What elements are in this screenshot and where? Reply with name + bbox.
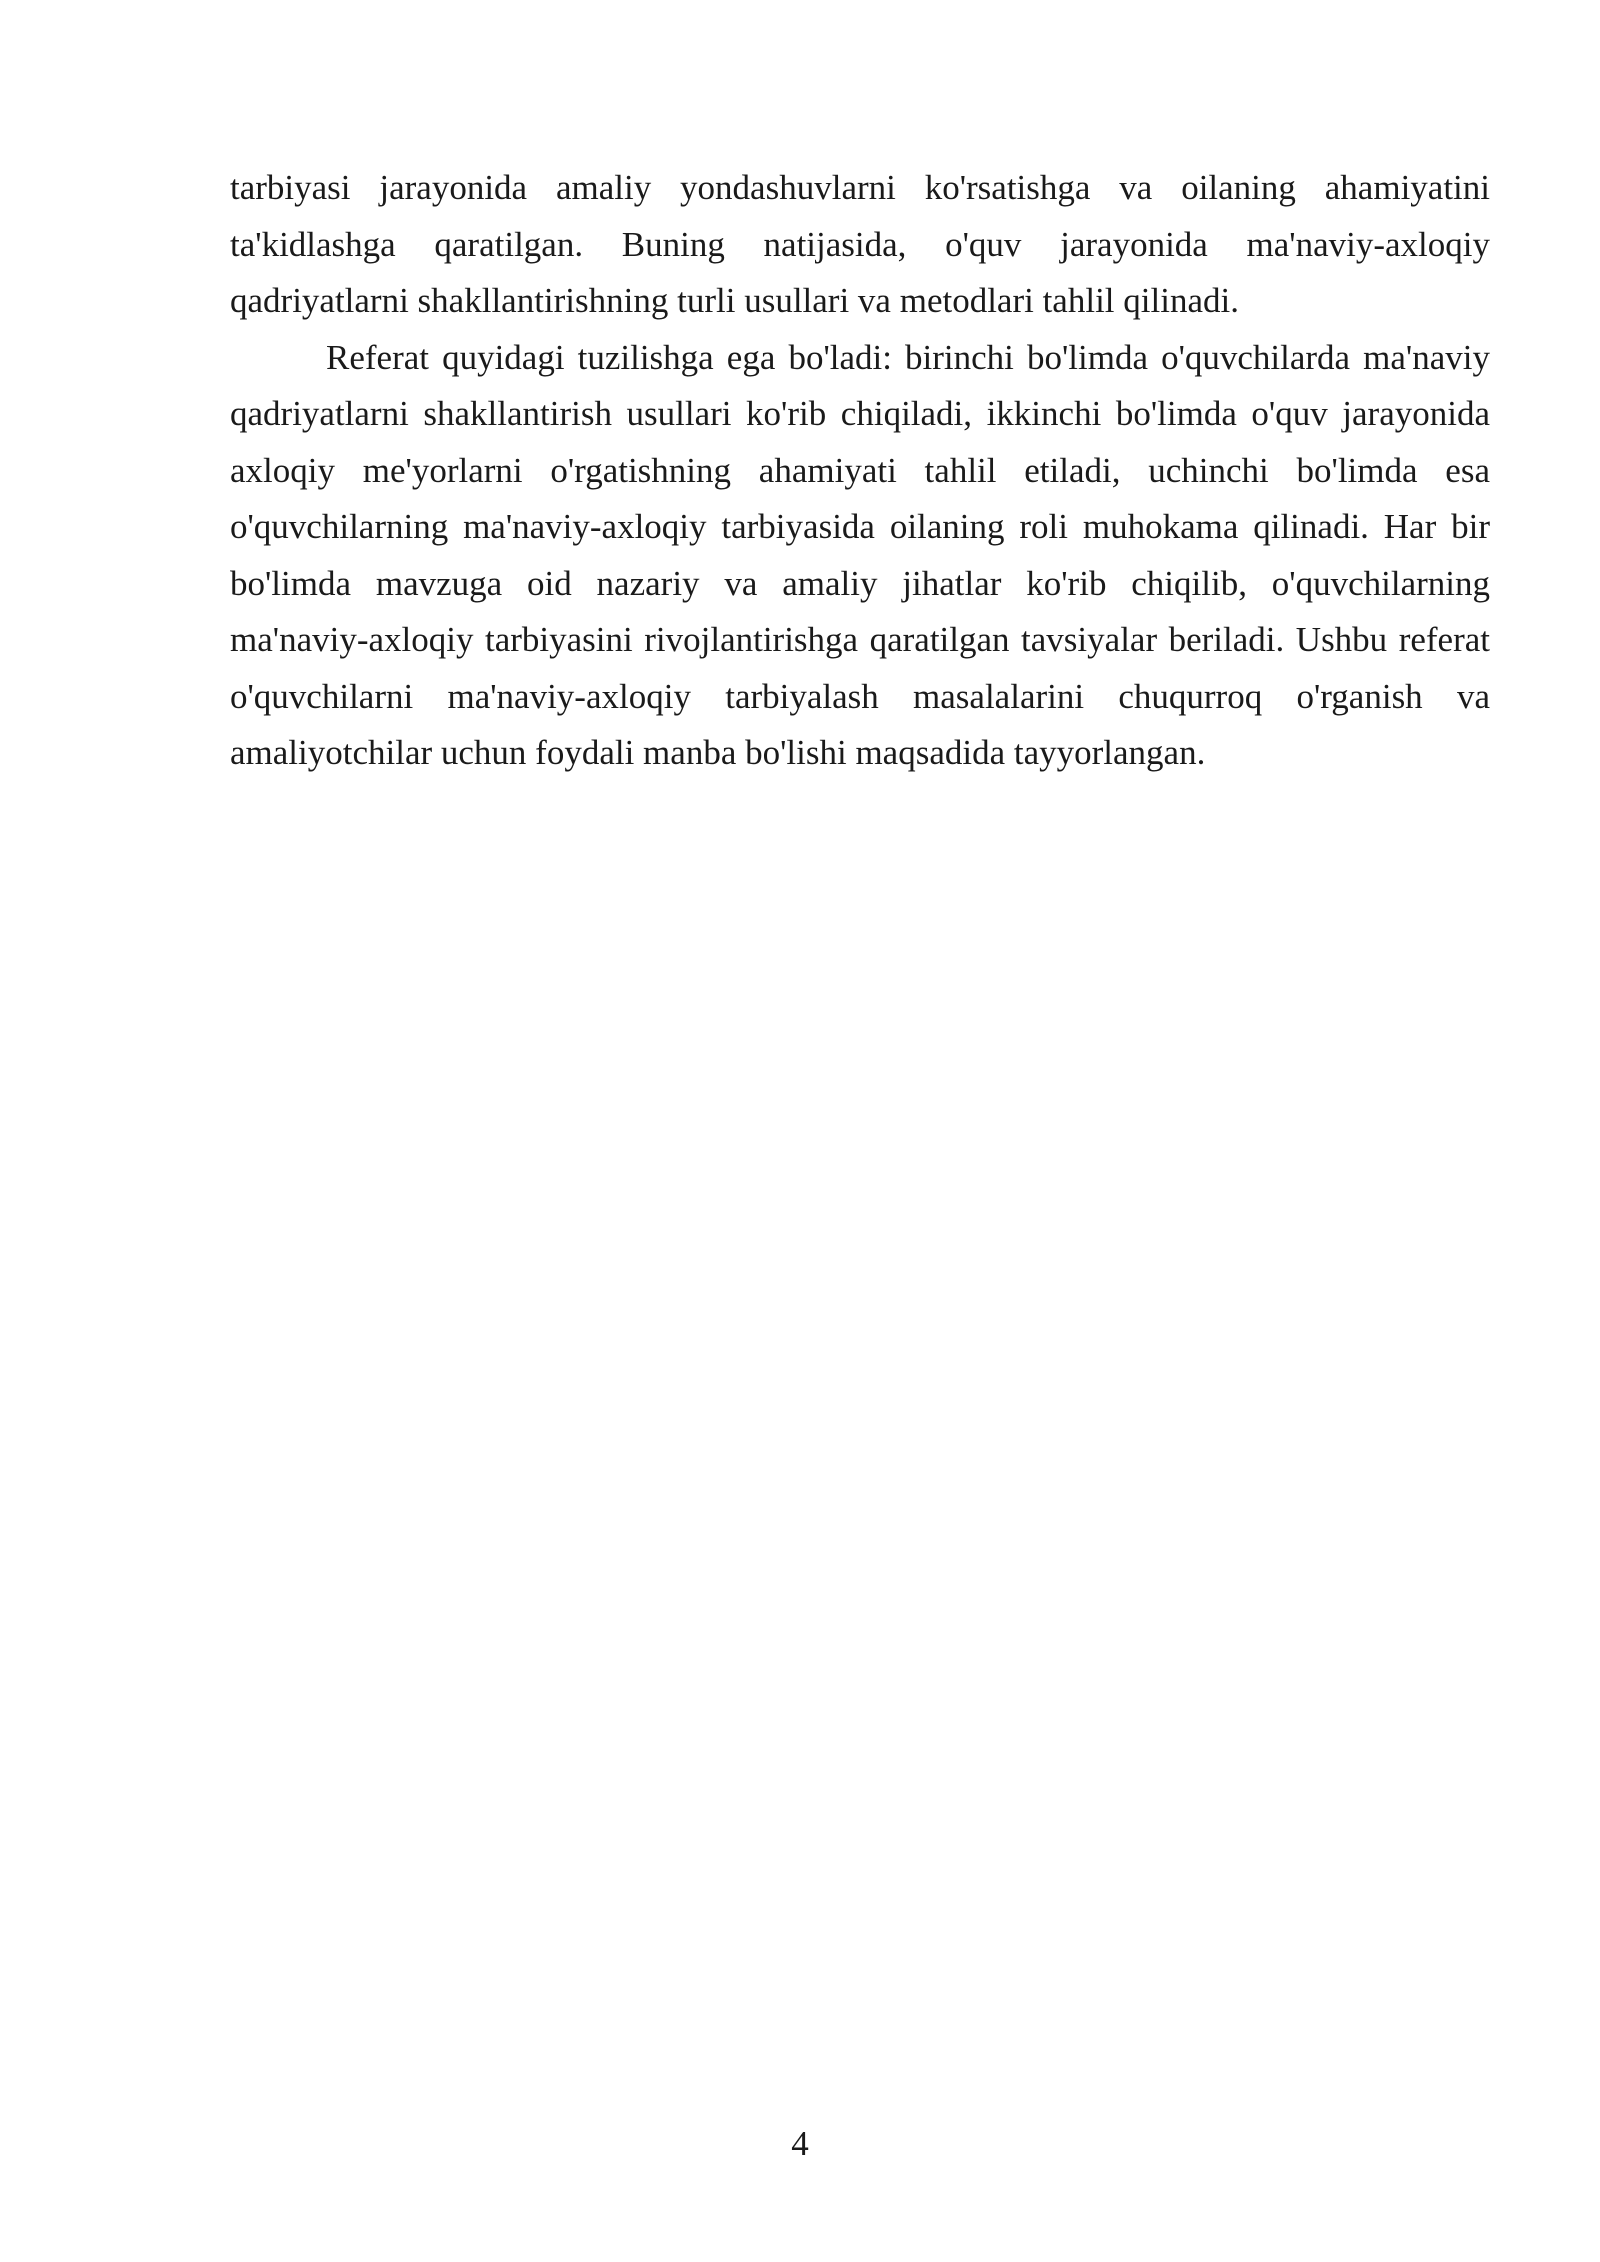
page-number: 4 bbox=[791, 2124, 809, 2163]
paragraph-continuation: tarbiyasi jarayonida amaliy yondashuvlarni ko'rsatishga va oilaning ahamiyatini ta'kidlashga qaratilgan. Buning natijasida, o'quv jarayonida ma'naviy-axloqiy qadriyatlarni shakllantirishning turli usullari va metodlari tahlil qilinadi. bbox=[230, 168, 1490, 320]
paragraph-structure: Referat quyidagi tuzilishga ega bo'ladi: birinchi bo'limda o'quvchilarda ma'naviy qadriyatlarni shakllantirish usullari ko'rib chiqiladi, ikkinchi bo'limda o'quv jarayonida axloqiy me'yorlarni o'rgatishning ahamiyati tahlil etiladi, uchinchi bo'limda esa o'quvchilarning ma'naviy-axloqiy tarbiyasida oilaning roli muhokama qilinadi. Har bir bo'limda mavzuga oid nazariy va amaliy jihatlar ko'rib chiqilib, o'quvchilarning ma'naviy-axloqiy tarbiyasini rivojlantirishga qaratilgan tavsiyalar beriladi. Ushbu referat o'quvchilarni ma'naviy-axloqiy tarbiyalash masalalarini chuqurroq o'rganish va amaliyotchilar uchun foydali manba bo'lishi maqsadida tayyorlangan. bbox=[230, 337, 1490, 772]
body-text bbox=[230, 160, 1490, 782]
